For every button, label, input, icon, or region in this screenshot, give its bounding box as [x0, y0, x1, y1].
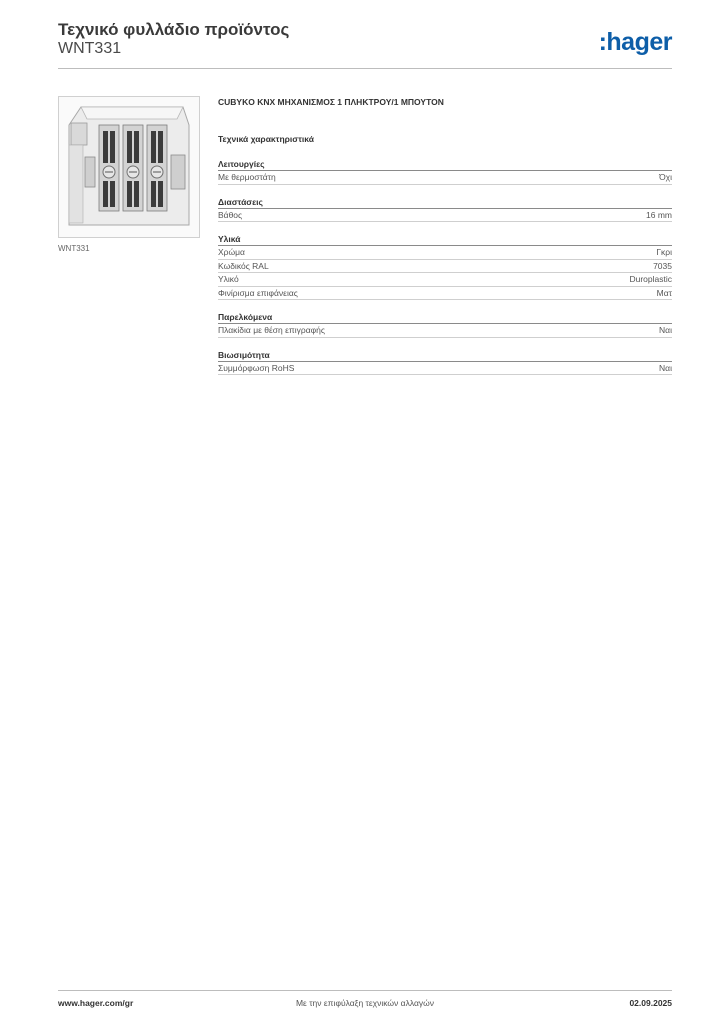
spec-row: [218, 246, 672, 260]
spec-value: Όχι: [659, 172, 672, 182]
spec-value: Ναι: [659, 362, 672, 373]
spec-label: Κωδικός RAL: [218, 260, 269, 271]
group-title: Λειτουργίες: [218, 158, 672, 171]
knx-push-button-mechanism-image: [59, 97, 199, 237]
group-title: Υλικά: [218, 233, 672, 246]
spec-group-functions: [218, 158, 672, 185]
footer-divider: [58, 990, 672, 991]
page-title: Τεχνικό φυλλάδιο προϊόντος: [58, 20, 290, 39]
spec-row: [218, 324, 672, 338]
hager-logo: :hager: [598, 28, 672, 56]
spec-label: Υλικό: [218, 274, 239, 284]
product-title: CUBYKO KNX ΜΗΧΑΝΙΣΜΟΣ 1 ΠΛΗΚΤΡΟΥ/1 ΜΠΟΥΤΟΝ: [218, 97, 444, 107]
page-subtitle: WNT331: [58, 40, 122, 57]
spec-label: Βάθος: [218, 209, 243, 220]
header-divider: [58, 68, 672, 69]
spec-label: Με θερμοστάτη: [218, 172, 276, 182]
spec-row: [218, 171, 672, 185]
section-heading: Τεχνικά χαρακτηριστικά: [218, 134, 314, 144]
group-title: Παρελκόμενα: [218, 311, 672, 324]
spec-value: Γκρι: [656, 247, 672, 257]
spec-row: [218, 273, 672, 287]
spec-row: [218, 209, 672, 223]
spec-label: Συμμόρφωση RoHS: [218, 362, 295, 373]
image-caption: WNT331: [58, 244, 90, 253]
group-title: Βιωσιμότητα: [218, 349, 672, 362]
spec-value: 7035: [653, 260, 672, 271]
spec-value: Ματ: [656, 287, 672, 298]
spec-label: Χρώμα: [218, 247, 245, 257]
group-title: Διαστάσεις: [218, 196, 672, 209]
spec-row: [218, 287, 672, 301]
footer-date: 02.09.2025: [629, 998, 672, 1008]
spec-row: [218, 260, 672, 274]
page-header: [58, 20, 672, 70]
spec-content: [218, 97, 672, 386]
spec-label: Φινίρισμα επιφάνειας: [218, 287, 298, 298]
spec-label: Πλακίδια με θέση επιγραφής: [218, 325, 325, 335]
product-image: [58, 96, 200, 238]
spec-group-sustainability: [218, 349, 672, 376]
spec-value: Duroplastic: [629, 274, 672, 284]
spec-value: 16 mm: [646, 209, 672, 220]
hager-logo-text: hager: [606, 28, 672, 56]
footer-notice: Με την επιφύλαξη τεχνικών αλλαγών: [295, 998, 435, 1008]
spec-group-dimensions: [218, 196, 672, 223]
footer-website-link[interactable]: www.hager.com/gr: [58, 998, 134, 1008]
spec-group-materials: [218, 233, 672, 300]
spec-row: [218, 362, 672, 376]
spec-value: Ναι: [659, 325, 672, 335]
spec-group-accessories: [218, 311, 672, 338]
